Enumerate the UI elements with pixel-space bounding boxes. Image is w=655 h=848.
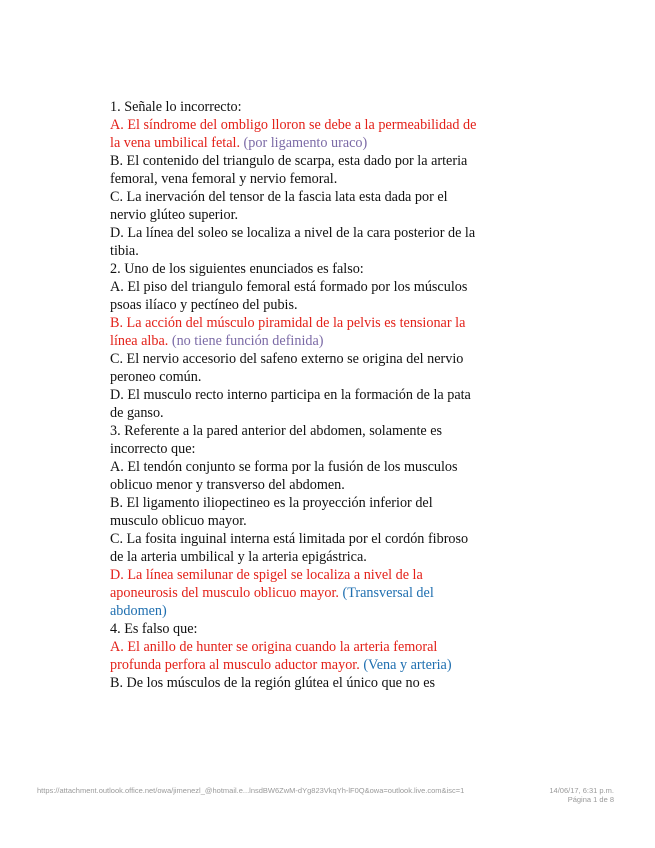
- line-text-red: A. El síndrome del ombligo lloron se debe a la permeabilidad de la vena umbilical fetal.: [110, 117, 477, 151]
- document-line: [110, 314, 480, 350]
- document-line: [110, 98, 480, 116]
- line-text: D. El musculo recto interno participa en la formación de la pata de ganso.: [110, 387, 471, 421]
- line-text-purple: (por ligamento uraco): [243, 135, 368, 151]
- footer-datetime: 14/06/17, 6:31 p.m.: [549, 786, 614, 795]
- document-line: [110, 620, 480, 638]
- line-text: A. El tendón conjunto se forma por la fusión de los musculos oblicuo menor y transverso del abdomen.: [110, 459, 458, 493]
- line-text: 3. Referente a la pared anterior del abdomen, solamente es incorrecto que:: [110, 423, 443, 457]
- document-line: [110, 152, 480, 188]
- footer-url: https://attachment.outlook.office.net/owa/jimenezl_@hotmail.e...lnsdBW6ZwM-dYg823VkqYh-lF0Q&owa=outlook.live.com&isc=1: [37, 786, 465, 795]
- line-text: C. El nervio accesorio del safeno externo se origina del nervio peroneo común.: [110, 351, 464, 385]
- line-text-blue: (Vena y arteria): [363, 657, 452, 673]
- document-line: [110, 224, 480, 260]
- line-text: C. La fosita inguinal interna está limitada por el cordón fibroso de la arteria umbilical y la arteria epigástrica.: [110, 531, 469, 565]
- document-line: [110, 638, 480, 674]
- line-text: A. El piso del triangulo femoral está formado por los músculos psoas ilíaco y pectíneo del pubis.: [110, 279, 468, 313]
- line-text-red: B. La acción del músculo piramidal de la pelvis es tensionar la línea alba.: [110, 315, 466, 349]
- line-text: C. La inervación del tensor de la fascia lata esta dada por el nervio glúteo superior.: [110, 189, 448, 223]
- line-text: B. El contenido del triangulo de scarpa, esta dado por la arteria femoral, vena femoral y nervio femoral.: [110, 153, 468, 187]
- document-line: [110, 260, 480, 278]
- document-line: [110, 116, 480, 152]
- line-text: 4. Es falso que:: [110, 621, 198, 637]
- document-line: [110, 494, 480, 530]
- line-text: D. La línea del soleo se localiza a nivel de la cara posterior de la tibia.: [110, 225, 476, 259]
- line-text: B. De los músculos de la región glútea el único que no es: [110, 675, 436, 691]
- line-text-purple: (no tiene función definida): [171, 333, 324, 349]
- document-line: [110, 674, 480, 692]
- document-line: [110, 422, 480, 458]
- line-text-red: D. La línea semilunar de spigel se localiza a nivel de la aponeurosis del musculo oblicuo mayor.: [110, 567, 423, 601]
- document-line: [110, 566, 480, 620]
- line-text-red: A. El anillo de hunter se origina cuando la arteria femoral profunda perfora al musculo aductor mayor.: [110, 639, 438, 673]
- line-text: 2. Uno de los siguientes enunciados es falso:: [110, 261, 364, 277]
- footer-page-number: Página 1 de 8: [567, 795, 614, 804]
- document-line: [110, 188, 480, 224]
- document-line: [110, 458, 480, 494]
- document-line: [110, 386, 480, 422]
- document-line: [110, 530, 480, 566]
- document-line: [110, 350, 480, 386]
- line-text: 1. Señale lo incorrecto:: [110, 99, 242, 115]
- document-line: [110, 278, 480, 314]
- line-text-blue: (Transversal del abdomen): [110, 585, 434, 619]
- line-text: B. El ligamento iliopectineo es la proyección inferior del musculo oblicuo mayor.: [110, 495, 433, 529]
- document-body: [110, 98, 480, 692]
